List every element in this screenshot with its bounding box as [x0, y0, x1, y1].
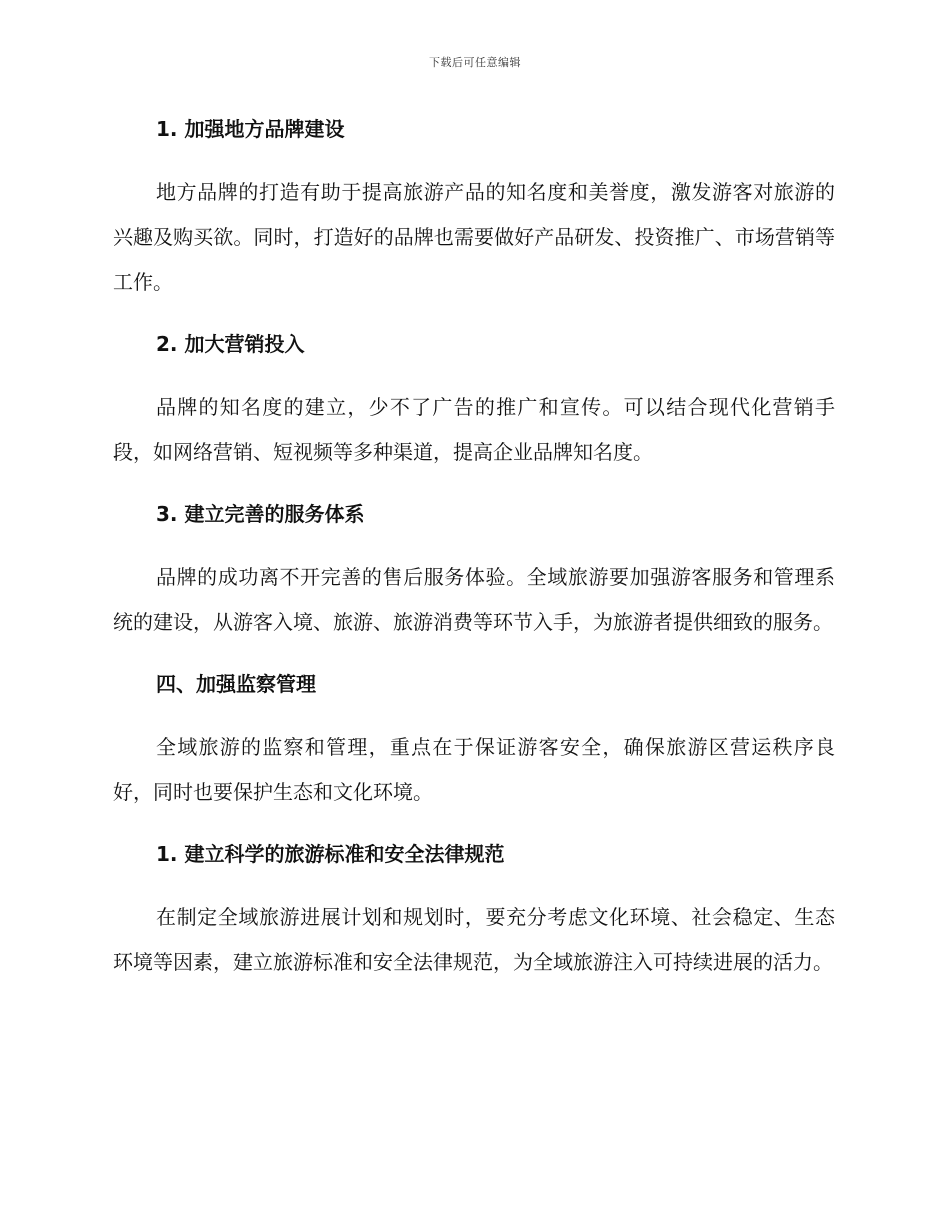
section-paragraph-marketing: 品牌的知名度的建立，少不了广告的推广和宣传。可以结合现代化营销手段，如网络营销、短视频等多种渠道，提高企业品牌知名度。	[113, 395, 835, 464]
section-heading-marketing: 2. 加大营销投入	[156, 332, 305, 356]
section-heading-standards: 1. 建立科学的旅游标准和安全法律规范	[156, 842, 505, 866]
section-paragraph-brand-building: 地方品牌的打造有助于提高旅游产品的知名度和美誉度，激发游客对旅游的兴趣及购买欲。同时，打造好的品牌也需要做好产品研发、投资推广、市场营销等工作。	[113, 180, 835, 294]
section-heading-service-system: 3. 建立完善的服务体系	[156, 502, 365, 526]
section-paragraph-supervision: 全域旅游的监察和管理，重点在于保证游客安全，确保旅游区营运秩序良好，同时也要保护生态和文化环境。	[113, 735, 835, 804]
section-paragraph-service-system: 品牌的成功离不开完善的售后服务体验。全域旅游要加强游客服务和管理系统的建设，从游客入境、旅游、旅游消费等环节入手，为旅游者提供细致的服务。	[113, 565, 835, 634]
document-body	[113, 113, 835, 985]
section-paragraph-standards: 在制定全域旅游进展计划和规划时，要充分考虑文化环境、社会稳定、生态环境等因素，建立旅游标准和安全法律规范，为全域旅游注入可持续进展的活力。	[113, 905, 835, 974]
page-header-note: 下载后可任意编辑	[429, 56, 521, 69]
section-heading-brand-building: 1. 加强地方品牌建设	[156, 117, 345, 141]
section-heading-supervision: 四、加强监察管理	[156, 672, 316, 696]
